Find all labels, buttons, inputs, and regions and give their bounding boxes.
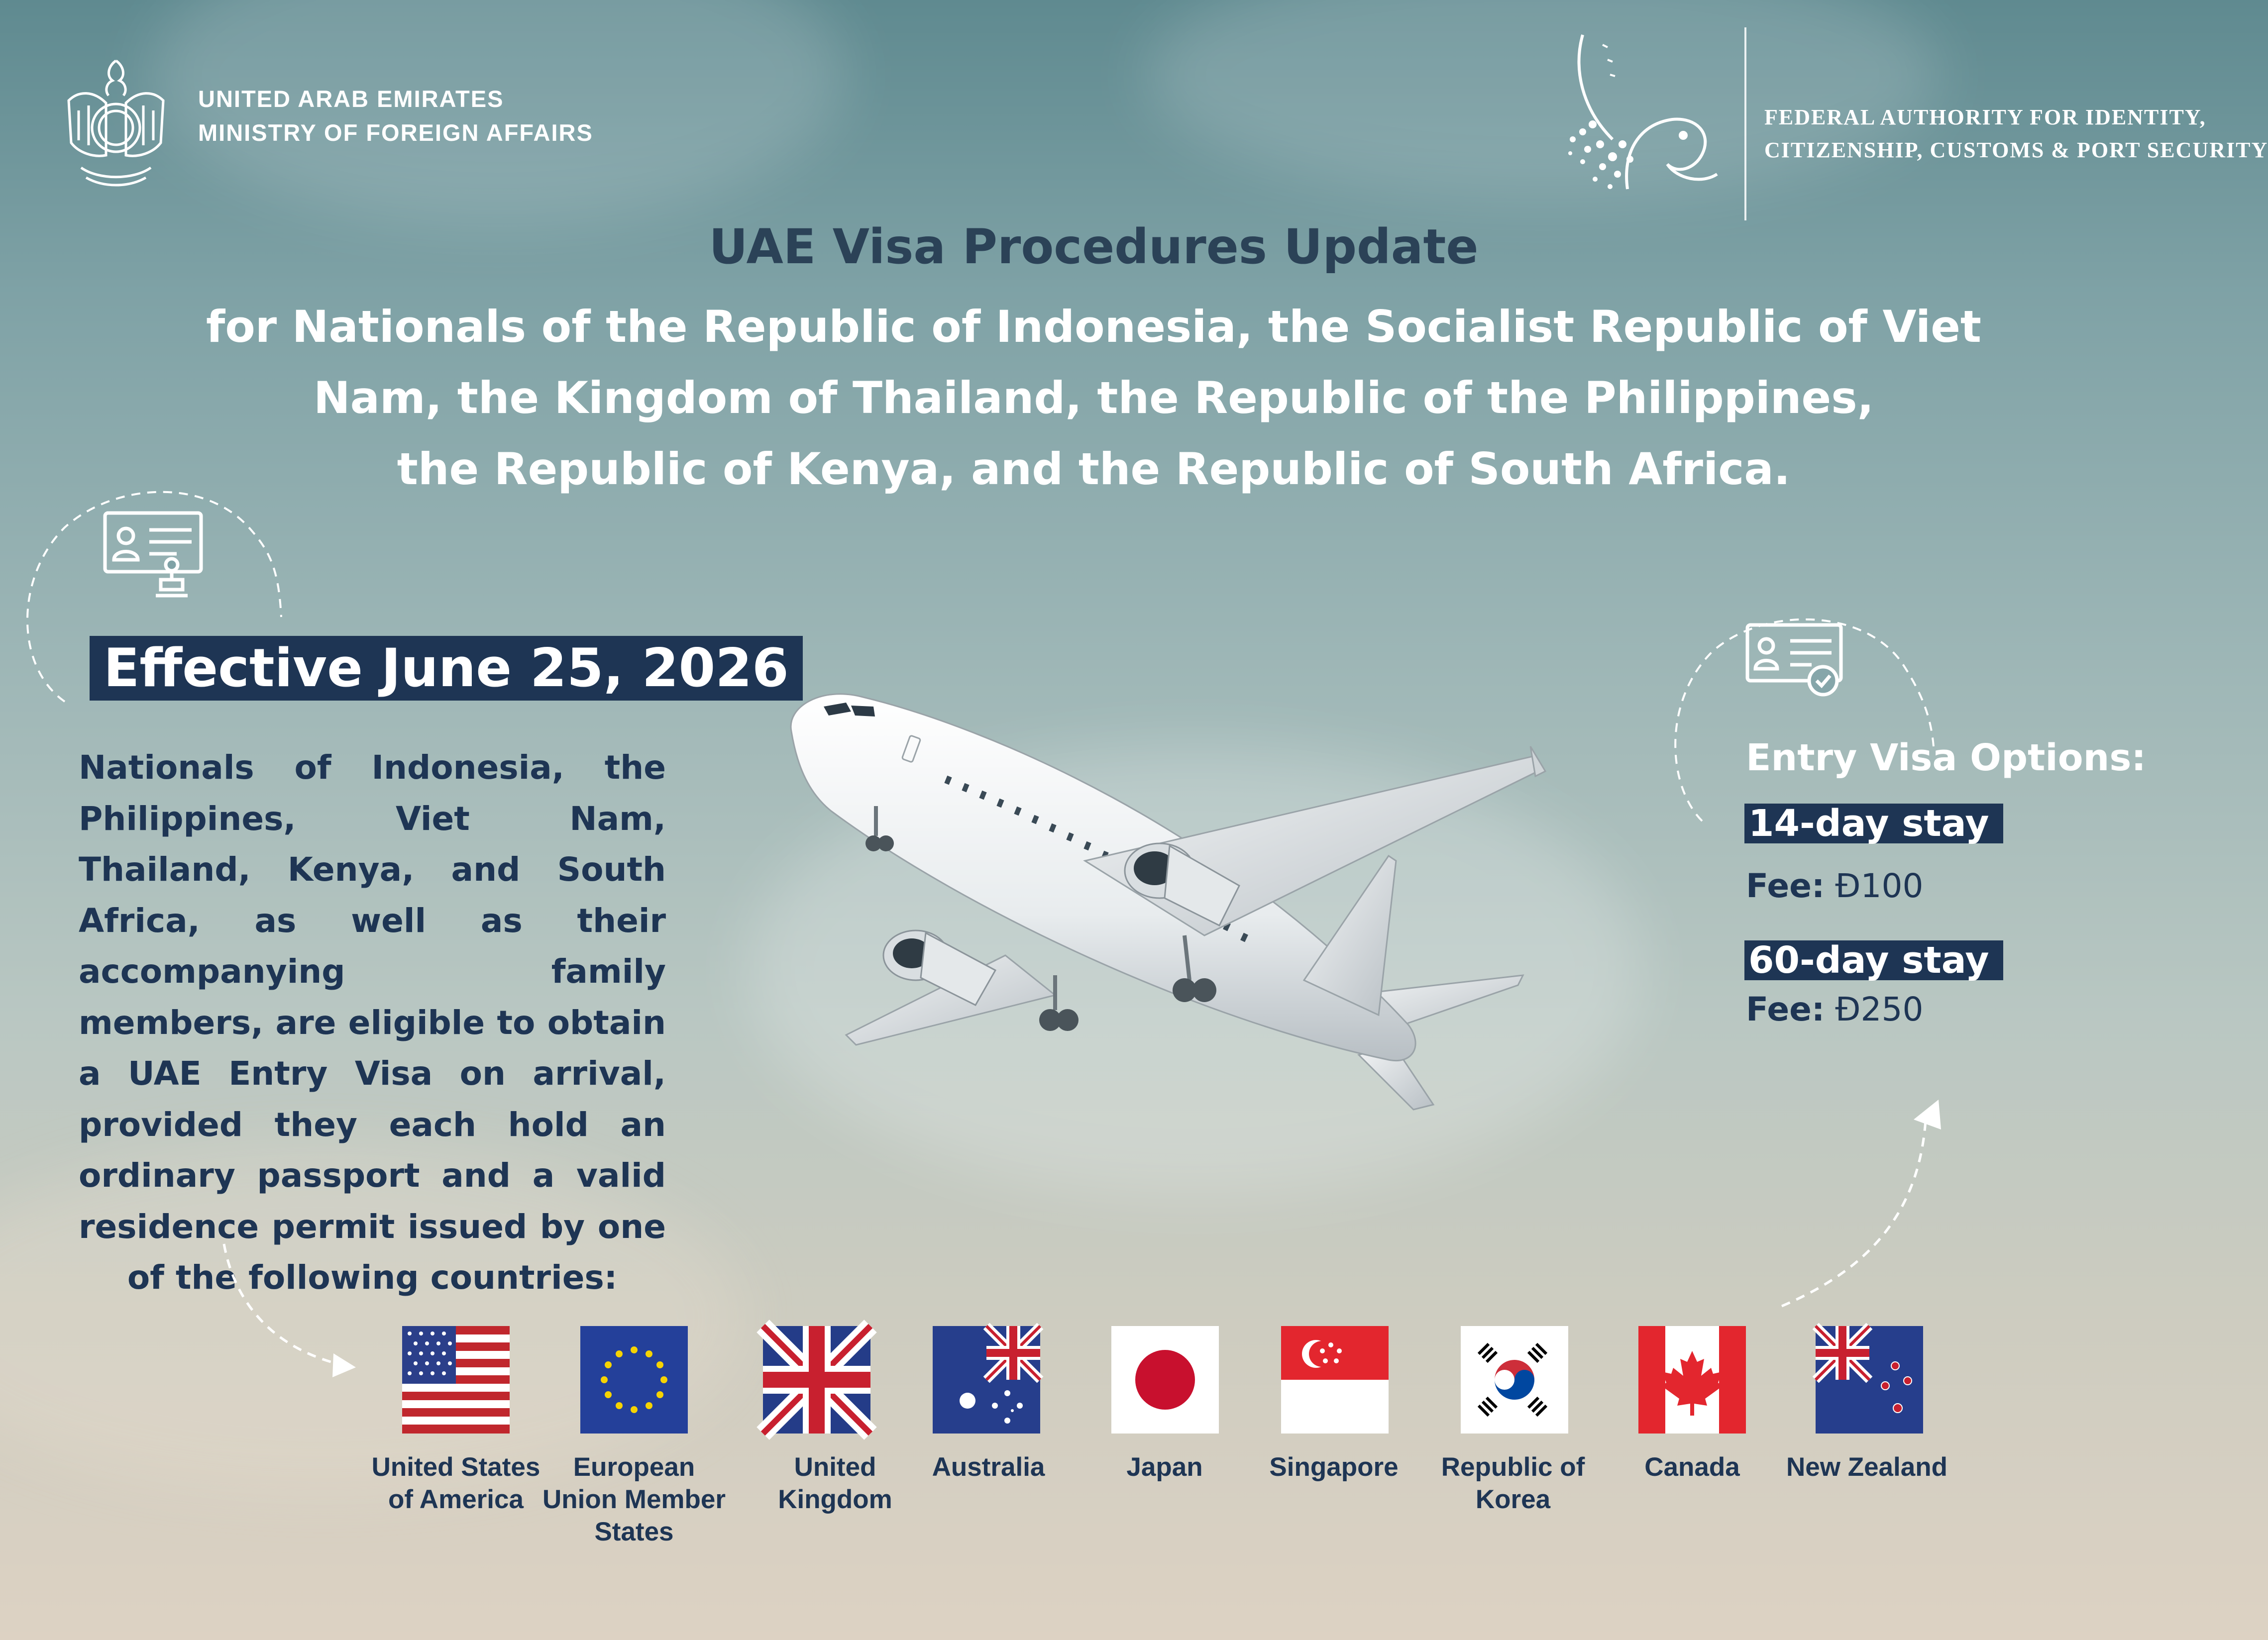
subtitle-line: Nam, the Kingdom of Thailand, the Republic of the Philippines, [313,372,1874,423]
australia-flag-icon [933,1326,1040,1434]
country-label: Canada [1644,1452,1740,1482]
stay-fee [1746,990,1923,1028]
page-title: UAE Visa Procedures Update [709,219,1479,275]
dirham-symbol: Ð [1835,867,1861,905]
country-label: Singapore [1269,1452,1399,1482]
canada-flag-icon [1638,1326,1746,1434]
cloud-decoration [1145,0,1941,199]
id-card-check-icon [1744,622,1844,699]
org-line-country: UNITED ARAB EMIRATES [198,86,504,112]
subtitle-line: for Nationals of the Republic of Indonesia, the Socialist Republic of Viet [206,301,1981,352]
country-label: United States of America [371,1452,540,1514]
eligibility-text: Nationals of Indonesia, the Philippines, Viet Nam, Thailand, Kenya, and South Africa, as well as their accompanying family members, are eligible to obtain a UAE Entry Visa on arrival, provided they each hold an ordinary passport and a valid residence permit issued by one of the following countries: [79,748,666,1297]
stay-option-badge: 60-day stay [1744,940,2003,980]
korea-flag-icon [1461,1326,1568,1434]
org-line-ministry: MINISTRY OF FOREIGN AFFAIRS [198,119,593,146]
subtitle-line: the Republic of Kenya, and the Republic of South Africa. [397,443,1791,495]
entry-options-title: Entry Visa Options: [1746,736,2146,779]
stay-option-badge: 14-day stay [1744,804,2003,843]
dashed-arrow-icon [214,1239,363,1378]
page-subtitle [199,291,1988,505]
fee-label: Fee: [1746,990,1825,1028]
country-label: Republic of Korea [1441,1452,1585,1514]
mofa-org-name [198,82,593,150]
ica-org-name [1764,101,2268,167]
country-label: Australia [932,1452,1045,1482]
country-label: European Union Member States [542,1452,726,1546]
japan-flag-icon [1111,1326,1219,1434]
ica-falcon-logo-icon [1553,25,1732,219]
org-line-authority: FEDERAL AUTHORITY FOR IDENTITY, [1764,105,2206,129]
singapore-flag-icon [1281,1326,1389,1434]
fee-amount: 250 [1860,990,1924,1028]
dirham-symbol: Ð [1835,990,1861,1028]
country-label: Japan [1126,1452,1203,1482]
effective-date-badge: Effective June 25, 2026 [90,636,803,701]
dashed-arrow-icon [1772,1087,1961,1316]
fee-amount: 100 [1860,867,1924,905]
org-line-security: CITIZENSHIP, CUSTOMS & PORT SECURITY [1764,138,2268,162]
uae-emblem-icon [59,56,173,195]
eu-flag-icon [580,1326,688,1434]
id-card-stamp-icon [102,510,204,600]
uk-flag-icon [763,1326,870,1434]
new-zealand-flag-icon [1816,1326,1923,1434]
fee-label: Fee: [1746,867,1825,905]
header-divider [1744,27,1746,220]
country-label: United Kingdom [778,1452,892,1514]
country-label: New Zealand [1786,1452,1947,1482]
airplane-image [776,677,1553,1115]
usa-flag-icon [402,1326,510,1434]
stay-fee [1746,867,1923,905]
